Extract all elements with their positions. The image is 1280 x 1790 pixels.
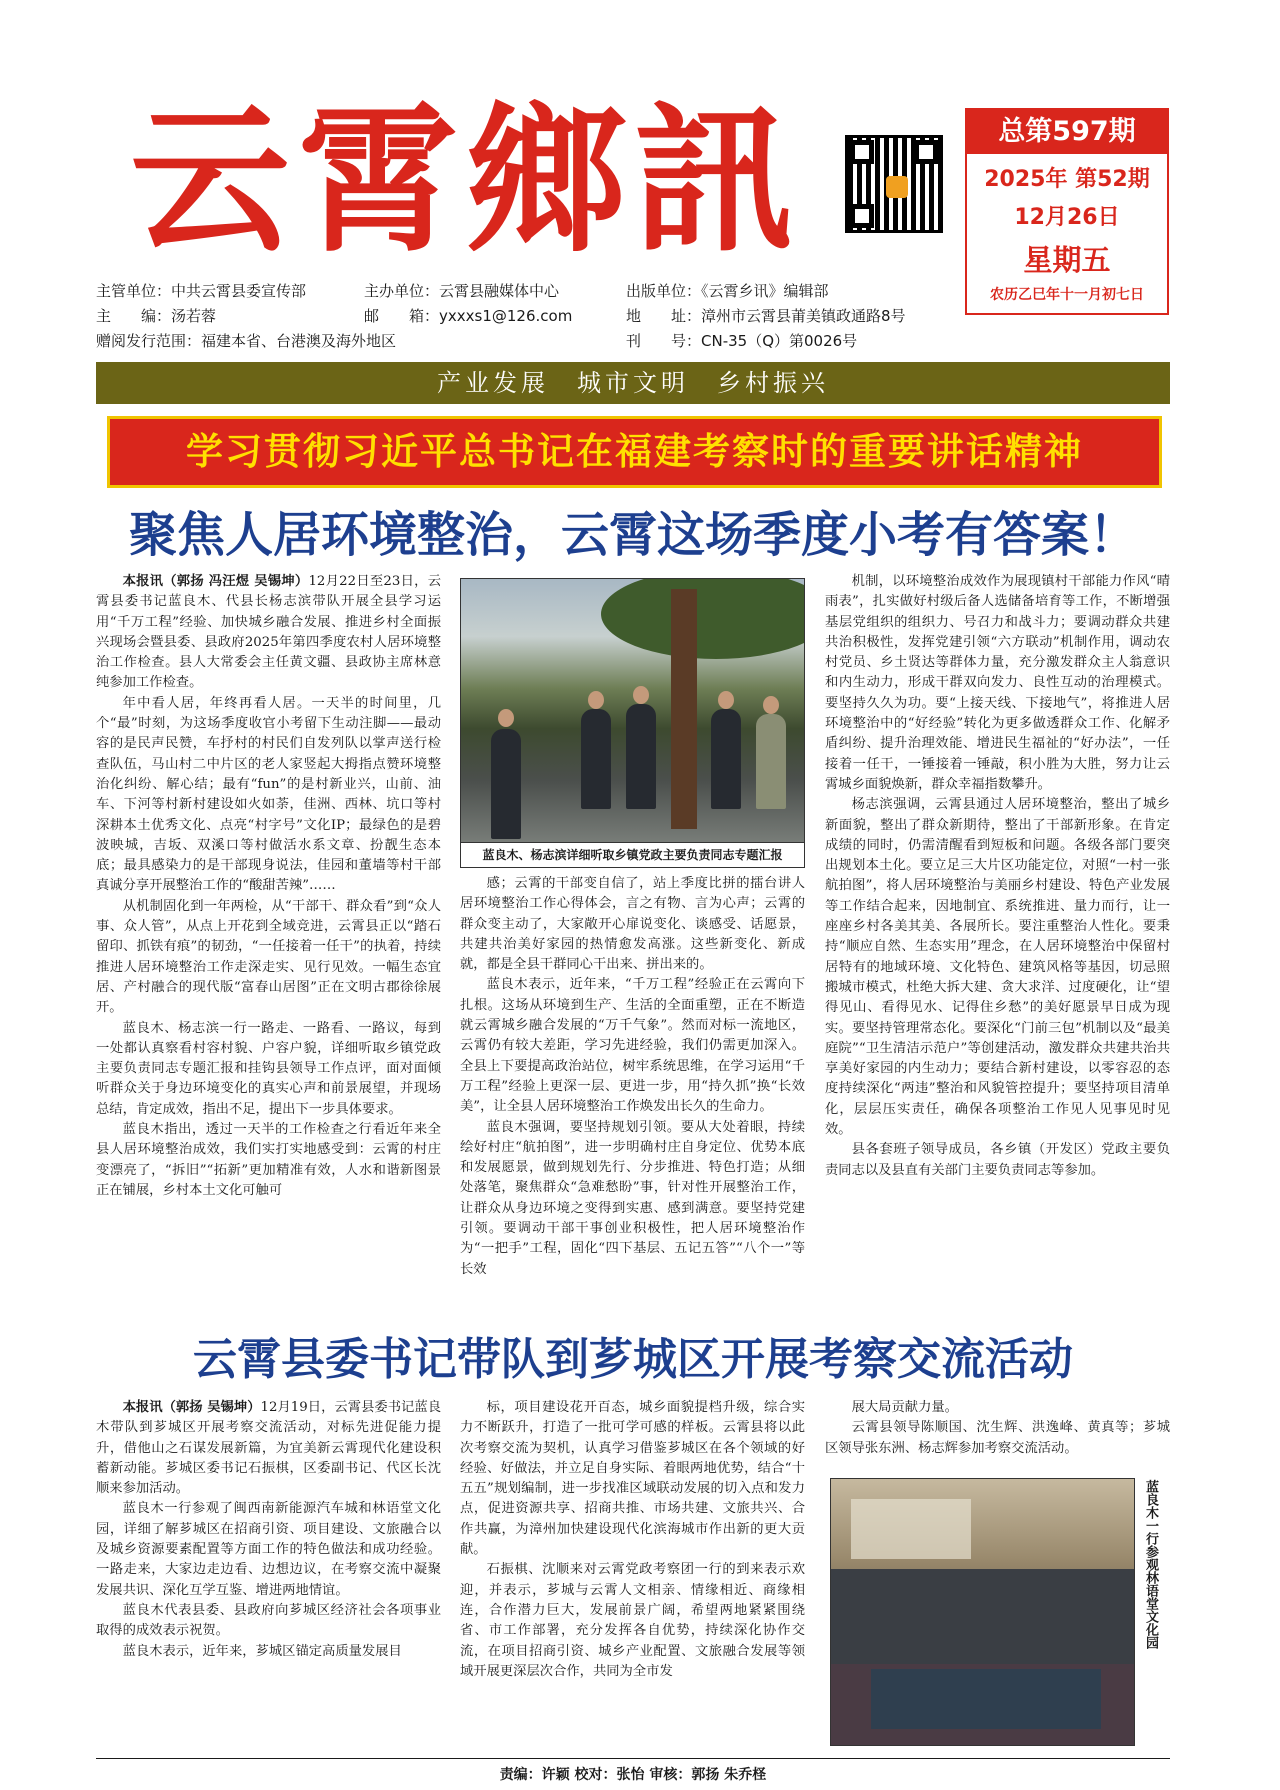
article1-col2-p2: 蓝良木表示，近年来，“千万工程”经验正在云霄向下扎根。这场从环境到生产、生活的全面重塑，正在不断造就云霄城乡融合发展的“万千气象”。然而对标一流地区，云霄仍有较大差距，学习先进经验，我们仍需更加深入。全县上下要提高政治站位，树牢系统思维，在学习运用“千万工程”经验上更深一层、更进一步，用“持久抓”换“长效美”，让全县人居环境整治工作焕发出长久的生命力。 — [460, 977, 805, 1115]
article1-col2-p1: 感；云霄的干部变自信了，站上季度比拼的擂台讲人居环境整治工作心得体会，言之有物、言为心声；云霄的群众变主动了，大家敞开心扉说变化、谈感受、话愿景，共建共治美好家园的热情愈发高涨。这些新变化、新成就，都是全县干群同心干出来、拼出来的。 — [460, 876, 805, 973]
pub-address: 地 址：漳州市云霄县莆美镇政通路8号 — [626, 307, 906, 325]
article2-column-3 — [825, 1398, 1170, 1468]
article2-photo — [830, 1478, 1135, 1746]
masthead-title: 云霄鄉訊 — [130, 86, 803, 274]
article1-photo-caption: 蓝良木、杨志滨详细听取乡镇党政主要负责同志专题汇报 — [461, 842, 804, 867]
issue-weekday: 星期五 — [1023, 243, 1111, 277]
article1-photo — [460, 578, 805, 868]
article2-headline: 云霄县委书记带队到芗城区开展考察交流活动 — [193, 1334, 1073, 1385]
article1-byline: 本报讯（郭扬 冯汪煜 吴锡坤） — [122, 574, 309, 589]
article2-col3-p1: 展大局贡献力量。 — [851, 1400, 958, 1415]
pub-serial: 刊 号：CN-35（Q）第0026号 — [626, 332, 858, 350]
article2-col1-p4: 蓝良木表示，近年来，芗城区锚定高质量发展目 — [122, 1643, 402, 1659]
article2-column-2 — [460, 1398, 805, 1758]
article1-col2-p3: 蓝良木强调，要坚持规划引领。要从大处着眼，持续绘好村庄“航拍图”，进一步明确村庄自身定位、优势本底和发展愿景，做到规划先行、分步推进、特色打造；从细处落笔，聚焦群众“急难愁盼”事，针对性开展整治工作，让群众从身边环境之变得到实惠、感到满意。要坚持党建引领。要调动干部干事创业积极性，把人居环境整治作为“一把手”工程，固化“四下基层、五记五答”“八个一”等长效 — [460, 1119, 805, 1277]
article1-col1-p3: 从机制固化到一年两检，从“干部干、群众看”到“众人事、众人管”，从点上开花到全域竞进，云霄县正以“踏石留印、抓铁有痕”的韧劲，“一任接着一任干”的执着，持续推进人居环境整治工作走深走实、见行见效。一幅生态宜居、产村融合的现代版“富春山居图”正在文明古郡徐徐展开。 — [96, 898, 441, 1016]
article2-col1-p2: 蓝良木一行参观了闽西南新能源汽车城和林语堂文化园，详细了解芗城区在招商引资、项目建设、文旅融合以及城乡资源要素配置等方面工作的特色做法和成功经验。一路走来，大家边走边看、边想边议，在考察交流中凝聚发展共识、深化互学互鉴、增进两地情谊。 — [96, 1501, 441, 1598]
pub-email: 邮 箱：yxxxs1@126.com — [364, 307, 573, 325]
article2-col1-p3: 蓝良木代表县委、县政府向芗城区经济社会各项事业取得的成效表示祝贺。 — [96, 1602, 441, 1639]
article1-col3-p3: 县各套班子领导成员，各乡镇（开发区）党政主要负责同志以及县直有关部门主要负责同志等参加。 — [825, 1142, 1170, 1178]
footer-credits: 责编：许颖 校对：张怡 审核：郭扬 朱乔柽 — [499, 1767, 767, 1783]
article2-photo-caption: 蓝良木一行参观林语堂文化园 — [1143, 1480, 1158, 1649]
article1-col3-p1: 机制，以环境整治成效作为展现镇村干部能力作风“晴雨表”，扎实做好村级后备人选储备培育等工作，不断增强基层党组织的组织力、号召力和战斗力；要调动群众共建共治积极性，发挥党建引领“六方联动”机制作用，调动农村党员、乡土贤达等群体力量，充分激发群众主人翁意识和内生动力，形成干群双向发力、良性互动的治理模式。要坚持久久为功。要“上接天线、下接地气”，将推进人居环境整治中的“好经验”转化为更多做透群众工作、化解矛盾纠纷、提升治理效能、增进民生福祉的“好办法”，一任接着一任干，一锤接着一锤敲，积小胜为大胜，努力让云霄城乡面貌焕新，群众幸福指数攀升。 — [825, 574, 1170, 792]
issue-date: 12月26日 — [1014, 205, 1120, 230]
issue-lunar-date: 农历乙巳年十一月初七日 — [990, 287, 1144, 303]
article1-headline: 聚焦人居环境整治，云霄这场季度小考有答案！ — [128, 507, 1137, 563]
article2-byline: 本报讯（郭扬 吴锡坤） — [122, 1400, 261, 1415]
pub-host: 主办单位：云霄县融媒体中心 — [364, 282, 560, 300]
pub-editor: 主 编：汤若蓉 — [96, 307, 217, 325]
article1-col1-p2: 年中看人居，年终再看人居。一天半的时间里，几个“最”时刻，为这场季度收官小考留下生动注脚——最动容的是民声民赞，车抒村的村民们自发列队以掌声送行检查队伍，马山村二中片区的老人家竖起大拇指点赞环境整治化纠纷、解心结；最有“fun”的是村新业兴，山前、油车、下河等村新村建设如火如荼，佳洲、西林、坑口等村深耕本土优秀文化、点亮“村字号”文化IP；最绿色的是碧波映城，吉坂、双溪口等村做活水系文章、扮靓生态本底；最具感染力的是干部现身说法，佳园和董墙等村干部真诚分享开展整治工作的“酸甜苦辣”…… — [96, 695, 441, 894]
article1-col1-p4: 蓝良木、杨志滨一行一路走、一路看、一路议，每到一处都认真察看村容村貌、户容户貌，详细听取乡镇党政主要负责同志专题汇报和挂钩县领导工作点评，面对面倾听群众关于身边环境变化的真实心声和前景展望，并现场总结，肯定成效，指出不足，提出下一步具体要求。 — [96, 1020, 441, 1117]
issue-info-box — [965, 108, 1169, 315]
slogan-bar: 产业发展 城市文明 乡村振兴 — [96, 362, 1170, 404]
pub-distribution: 赠阅发行范围：福建本省、台港澳及海外地区 — [96, 332, 397, 350]
article2-col3-p2: 云霄县领导陈顺国、沈生辉、洪逸峰、黄真等；芗城区领导张东洲、杨志辉参加考察交流活动。 — [825, 1420, 1170, 1456]
article2-col2-p1: 标，项目建设花开百态，城乡面貌提档升级，综合实力不断跃升，打造了一批可学可感的样板。云霄县将以此次考察交流为契机，认真学习借鉴芗城区在各个领域的好经验、好做法，并立足自身实际、着眼两地优势，结合“十五五”规划编制，进一步找准区域联动发展的切入点和发力点，促进资源共享、招商共推、市场共建、文旅共兴、合作共赢，为漳州加快建设现代化滨海城市作出新的更大贡献。 — [460, 1400, 805, 1558]
article2-col2-p2: 石振棋、沈顺来对云霄党政考察团一行的到来表示欢迎，并表示，芗城与云霄人文相亲、情缘相近、商缘相连，合作潜力巨大，发展前景广阔，希望两地紧紧围绕省、市工作部署，充分发挥各自优势，持续深化协作交流，在项目招商引资、城乡产业配置、文旅融合发展等领域开展更深层次合作，共同为全市发 — [460, 1562, 805, 1679]
footer-divider — [96, 1758, 1170, 1759]
article2-col1-p1: 12月19日，云霄县委书记蓝良木带队到芗城区开展考察交流活动，对标先进促能力提升，借他山之石谋发展新篇，为宜美新云霄现代化建设积蓄新动能。芗城区委书记石振棋，区委副书记、代区长沈顺来参加活动。 — [96, 1400, 441, 1497]
issue-total: 总第597期 — [967, 110, 1167, 154]
article1-col1-p1: 12月22日至23日，云霄县委书记蓝良木、代县长杨志滨带队开展全县学习运用“千万工程”经验、加快城乡融合发展、推进乡村全面振兴现场会暨县委、县政府2025年第四季度农村人居环境整治工作检查。县人大常委会主任黄文疆、县政协主席林意纯参加工作检查。 — [96, 574, 441, 691]
pub-publisher: 出版单位：《云霄乡讯》编辑部 — [626, 282, 829, 300]
article1-col3-p2: 杨志滨强调，云霄县通过人居环境整治，整出了城乡新面貌，整出了群众新期待，整出了干部新形象。在肯定成绩的同时，仍需清醒看到短板和问题。各级各部门要突出规划本土化。要立足三大片区功能定位，对照“一村一张航拍图”，将人居环境整治与美丽乡村建设、特色产业发展等工作结合起来，因地制宜、系统推进、量力而行，让一座座乡村各美其美、各展所长。要注重整治人性化。要秉持“顺应自然、生态实用”理念，在人居环境整治中保留村居特有的地域环境、文化特色、建筑风格等基因，切忌照搬城市模式，杜绝大拆大建、贪大求洋、过度硬化，让“望得见山、看得见水、记得住乡愁”的美好愿景早日成为现实。要坚持管理常态化。要深化“门前三包”机制以及“最美庭院”“卫生清洁示范户”等创建活动，激发群众共建共治共享美好家园的内生动力；要结合新村建设，以零容忍的态度持续深化“两违”整治和风貌管控提升；要坚持项目清单化，层层压实责任，确保各项整治工作见人见事见时见效。 — [825, 797, 1170, 1138]
issue-year: 2025年 第52期 — [984, 167, 1150, 192]
article2-column-1 — [96, 1398, 441, 1758]
theme-banner: 学习贯彻习近平总书记在福建考察时的重要讲话精神 — [107, 416, 1162, 488]
qr-code-icon — [845, 135, 943, 233]
article1-col1-p5: 蓝良木指出，透过一天半的工作检查之行看近年来全县人居环境整治成效，我们实打实地感受到：云霄的村庄变漂亮了，“拆旧”“拓新”更加精准有效，人水和谐新图景正在铺展，乡村本土文化可触可 — [96, 1122, 441, 1198]
pub-supervisor: 主管单位：中共云霄县委宣传部 — [96, 282, 307, 300]
